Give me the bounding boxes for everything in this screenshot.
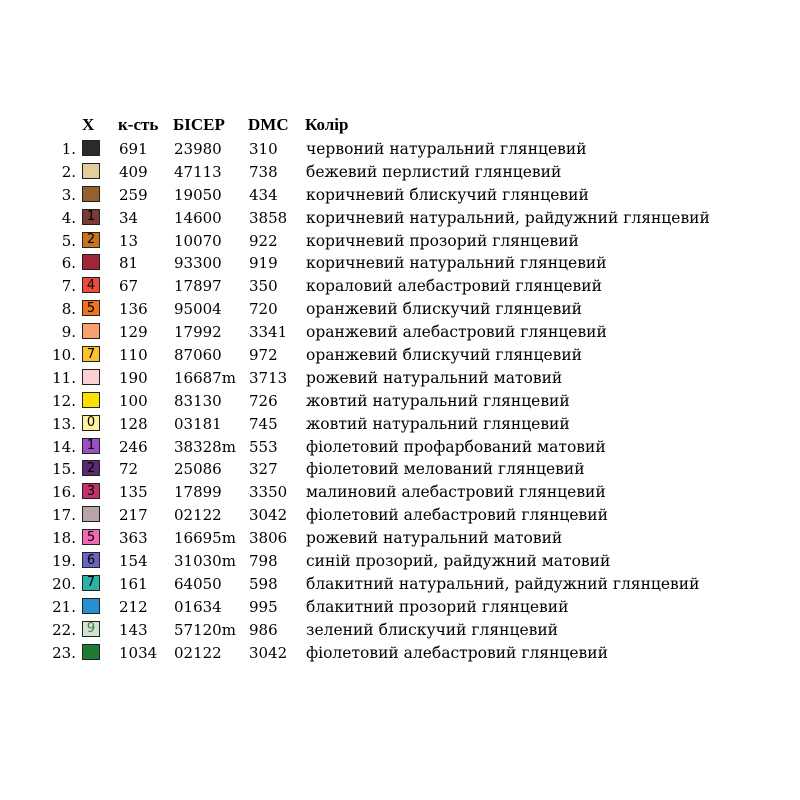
row-quantity: 136 xyxy=(119,300,148,319)
color-swatch xyxy=(82,163,100,179)
row-bead-code: 31030m xyxy=(174,552,236,571)
row-dmc-code: 3341 xyxy=(249,323,288,342)
row-bead-code: 02122 xyxy=(174,643,222,662)
legend-row xyxy=(0,137,800,160)
row-color-name: рожевий натуральний матовий xyxy=(306,368,563,387)
color-swatch xyxy=(82,209,100,225)
row-color-name: бежевий перлистий глянцевий xyxy=(306,162,562,181)
row-dmc-code: 738 xyxy=(249,162,278,181)
legend-row xyxy=(0,549,800,572)
row-color-name: жовтий натуральний глянцевий xyxy=(306,414,570,433)
row-quantity: 190 xyxy=(119,368,148,387)
row-bead-code: 01634 xyxy=(174,597,222,616)
row-bead-code: 38328m xyxy=(174,437,236,456)
row-dmc-code: 553 xyxy=(249,437,278,456)
row-number: 20. xyxy=(52,574,76,593)
row-number: 18. xyxy=(52,529,76,548)
row-color-name: блакитний натуральний, райдужний глянцевий xyxy=(306,574,700,593)
row-number: 23. xyxy=(52,643,76,662)
row-dmc-code: 3350 xyxy=(249,483,288,502)
row-quantity: 154 xyxy=(119,552,148,571)
row-color-name: оранжевий алебастровий глянцевий xyxy=(306,323,607,342)
row-bead-code: 57120m xyxy=(174,620,236,639)
row-dmc-code: 798 xyxy=(249,552,278,571)
legend-rows xyxy=(0,137,800,663)
row-number: 2. xyxy=(61,162,76,181)
header-symbol: X xyxy=(82,115,95,134)
row-bead-code: 64050 xyxy=(174,574,222,593)
legend-row xyxy=(0,389,800,412)
color-swatch xyxy=(82,483,100,499)
legend-row xyxy=(0,480,800,503)
row-quantity: 212 xyxy=(119,597,148,616)
legend-row xyxy=(0,160,800,183)
row-quantity: 129 xyxy=(119,323,148,342)
row-dmc-code: 3858 xyxy=(249,208,288,227)
row-dmc-code: 310 xyxy=(249,140,278,158)
row-number: 21. xyxy=(52,597,76,616)
swatch-symbol: 2 xyxy=(86,460,96,476)
color-swatch xyxy=(82,598,100,614)
row-number: 14. xyxy=(52,437,76,456)
row-quantity: 34 xyxy=(119,208,139,227)
row-bead-code: 10070 xyxy=(174,231,222,250)
row-quantity: 128 xyxy=(119,414,148,433)
row-number: 10. xyxy=(52,346,76,365)
swatch-symbol: 9 xyxy=(86,621,96,637)
row-quantity: 1034 xyxy=(119,643,158,662)
color-swatch xyxy=(82,300,100,316)
row-dmc-code: 922 xyxy=(249,231,278,250)
row-number: 9. xyxy=(61,323,76,342)
swatch-symbol: 6 xyxy=(86,552,96,568)
legend-row xyxy=(0,503,800,526)
color-swatch xyxy=(82,460,100,476)
swatch-symbol: 5 xyxy=(86,300,96,316)
row-bead-code: 23980 xyxy=(174,140,222,158)
swatch-symbol: 4 xyxy=(86,277,96,293)
row-bead-code: 25086 xyxy=(174,460,222,479)
row-quantity: 13 xyxy=(119,231,139,250)
row-quantity: 81 xyxy=(119,254,139,273)
row-number: 19. xyxy=(52,552,76,571)
legend-row xyxy=(0,572,800,595)
color-swatch xyxy=(82,621,100,637)
color-swatch xyxy=(82,529,100,545)
color-swatch xyxy=(82,277,100,293)
row-color-name: блакитний прозорий глянцевий xyxy=(306,597,569,616)
swatch-symbol: 7 xyxy=(86,346,96,362)
row-dmc-code: 995 xyxy=(249,597,278,616)
color-swatch xyxy=(82,415,100,431)
row-color-name: жовтий натуральний глянцевий xyxy=(306,391,570,410)
color-swatch xyxy=(82,552,100,568)
color-swatch xyxy=(82,644,100,660)
row-color-name: фіолетовий мелований глянцевий xyxy=(306,460,585,479)
legend-row xyxy=(0,229,800,252)
legend-row xyxy=(0,526,800,549)
row-color-name: оранжевий блискучий глянцевий xyxy=(306,300,583,319)
row-bead-code: 93300 xyxy=(174,254,222,273)
row-quantity: 246 xyxy=(119,437,148,456)
row-number: 1. xyxy=(61,140,76,158)
row-color-name: оранжевий блискучий глянцевий xyxy=(306,346,583,365)
row-number: 7. xyxy=(61,277,76,296)
row-number: 3. xyxy=(61,185,76,204)
row-color-name: фіолетовий алебастровий глянцевий xyxy=(306,506,608,525)
bead-legend xyxy=(0,113,800,663)
legend-row xyxy=(0,206,800,229)
row-color-name: коричневий блискучий глянцевий xyxy=(306,185,589,204)
row-bead-code: 14600 xyxy=(174,208,222,227)
legend-row xyxy=(0,366,800,389)
color-swatch xyxy=(82,186,100,202)
row-color-name: кораловий алебастровий глянцевий xyxy=(306,277,602,296)
row-number: 16. xyxy=(52,483,76,502)
swatch-symbol: 3 xyxy=(86,483,96,499)
header-bead: БІСЕР xyxy=(173,115,225,134)
header-dmc: DMC xyxy=(248,115,289,134)
row-color-name: зелений блискучий глянцевий xyxy=(306,620,559,639)
row-color-name: малиновий алебастровий глянцевий xyxy=(306,483,606,502)
row-dmc-code: 720 xyxy=(249,300,278,319)
row-quantity: 67 xyxy=(119,277,139,296)
row-color-name: коричневий натуральний глянцевий xyxy=(306,254,607,273)
row-dmc-code: 986 xyxy=(249,620,278,639)
row-quantity: 100 xyxy=(119,391,148,410)
legend-row xyxy=(0,274,800,297)
row-color-name: синій прозорий, райдужний матовий xyxy=(306,552,611,571)
legend-row xyxy=(0,320,800,343)
row-number: 13. xyxy=(52,414,76,433)
row-dmc-code: 745 xyxy=(249,414,278,433)
row-number: 6. xyxy=(61,254,76,273)
row-quantity: 217 xyxy=(119,506,148,525)
legend-row xyxy=(0,412,800,435)
row-quantity: 363 xyxy=(119,529,148,548)
swatch-symbol: 5 xyxy=(86,529,96,545)
row-dmc-code: 434 xyxy=(249,185,278,204)
row-number: 12. xyxy=(52,391,76,410)
row-dmc-code: 3042 xyxy=(249,506,288,525)
row-bead-code: 17992 xyxy=(174,323,222,342)
row-bead-code: 87060 xyxy=(174,346,222,365)
header-color: Колір xyxy=(305,115,349,134)
row-quantity: 691 xyxy=(119,140,148,158)
row-bead-code: 16695m xyxy=(174,529,236,548)
legend-row xyxy=(0,251,800,274)
row-bead-code: 47113 xyxy=(174,162,222,181)
row-dmc-code: 327 xyxy=(249,460,278,479)
row-bead-code: 17897 xyxy=(174,277,222,296)
color-swatch xyxy=(82,254,100,270)
row-color-name: коричневий натуральний, райдужний глянцевий xyxy=(306,208,710,227)
swatch-symbol: 2 xyxy=(86,232,96,248)
legend-row xyxy=(0,343,800,366)
row-dmc-code: 3806 xyxy=(249,529,288,548)
row-dmc-code: 3042 xyxy=(249,643,288,662)
legend-row xyxy=(0,457,800,480)
row-bead-code: 02122 xyxy=(174,506,222,525)
row-quantity: 72 xyxy=(119,460,139,479)
color-swatch xyxy=(82,506,100,522)
row-dmc-code: 350 xyxy=(249,277,278,296)
legend-row xyxy=(0,595,800,618)
row-bead-code: 16687m xyxy=(174,368,236,387)
row-quantity: 135 xyxy=(119,483,148,502)
legend-row xyxy=(0,618,800,641)
color-swatch xyxy=(82,575,100,591)
row-number: 8. xyxy=(61,300,76,319)
row-number: 15. xyxy=(52,460,76,479)
row-color-name: рожевий натуральний матовий xyxy=(306,529,563,548)
swatch-symbol: 1 xyxy=(86,209,96,225)
row-number: 11. xyxy=(52,368,76,387)
row-bead-code: 19050 xyxy=(174,185,222,204)
swatch-symbol: 7 xyxy=(86,575,96,591)
row-number: 5. xyxy=(61,231,76,250)
color-swatch xyxy=(82,140,100,156)
row-number: 22. xyxy=(52,620,76,639)
row-dmc-code: 919 xyxy=(249,254,278,273)
legend-header xyxy=(0,113,800,137)
row-color-name: фіолетовий профарбований матовий xyxy=(306,437,606,456)
swatch-symbol: 1 xyxy=(86,438,96,454)
row-bead-code: 03181 xyxy=(174,414,222,433)
row-dmc-code: 726 xyxy=(249,391,278,410)
row-color-name: фіолетовий алебастровий глянцевий xyxy=(306,643,608,662)
row-quantity: 259 xyxy=(119,185,148,204)
swatch-symbol: 0 xyxy=(86,415,96,431)
color-swatch xyxy=(82,392,100,408)
row-bead-code: 95004 xyxy=(174,300,222,319)
legend-row xyxy=(0,297,800,320)
row-color-name: коричневий прозорий глянцевий xyxy=(306,231,579,250)
legend-row xyxy=(0,641,800,664)
row-bead-code: 17899 xyxy=(174,483,222,502)
row-dmc-code: 598 xyxy=(249,574,278,593)
row-quantity: 409 xyxy=(119,162,148,181)
row-number: 17. xyxy=(52,506,76,525)
row-bead-code: 83130 xyxy=(174,391,222,410)
row-quantity: 110 xyxy=(119,346,148,365)
row-dmc-code: 3713 xyxy=(249,368,288,387)
header-quantity: к-сть xyxy=(118,115,159,134)
row-dmc-code: 972 xyxy=(249,346,278,365)
row-quantity: 143 xyxy=(119,620,148,639)
color-swatch xyxy=(82,323,100,339)
color-swatch xyxy=(82,369,100,385)
color-swatch xyxy=(82,438,100,454)
row-color-name: червоний натуральний глянцевий xyxy=(306,140,587,158)
legend-row xyxy=(0,435,800,458)
color-swatch xyxy=(82,346,100,362)
legend-row xyxy=(0,183,800,206)
row-quantity: 161 xyxy=(119,574,148,593)
row-number: 4. xyxy=(61,208,76,227)
color-swatch xyxy=(82,232,100,248)
